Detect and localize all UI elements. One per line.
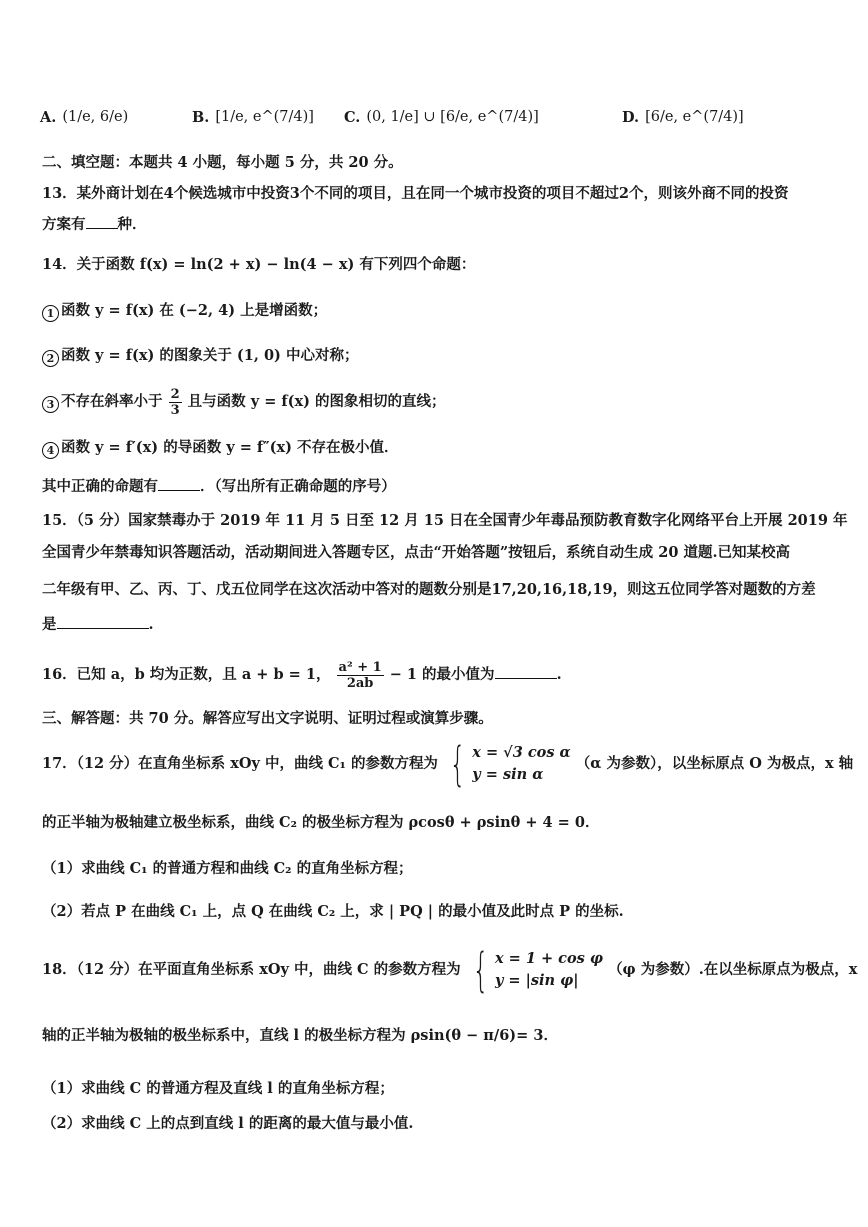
q13-answer-blank — [86, 214, 118, 229]
choice-d-expr: [6/e, e^(7/4)] — [645, 109, 744, 125]
choice-c — [344, 92, 539, 142]
q14-prop3 — [42, 380, 838, 424]
q15-line1: 15．（5 分）国家禁毒办于 2019 年 11 月 5 日至 12 月 15 日在全国青少年毒品预防教育数字化网络平台上开展 2019 年 — [42, 512, 848, 529]
q14-prop3-before: 不存在斜率小于 — [61, 393, 163, 410]
q14-question-before: 其中正确的命题有 — [42, 478, 158, 495]
q13-line1: 13．某外商计划在4个候选城市中投资3个不同的项目，且在同一个城市投资的项目不超过2个，则该外商不同的投资 — [42, 185, 789, 202]
q14-intro: 14．关于函数 f(x) = ln(2 + x) − ln(4 − x) 有下列四个命题： — [42, 256, 476, 273]
q16-answer-blank — [495, 664, 557, 679]
q15-line4 — [42, 614, 838, 636]
q14-prop3-fraction — [169, 387, 182, 418]
q18-text-before: 18．（12 分）在平面直角坐标系 xOy 中，曲线 C 的参数方程为 — [42, 961, 461, 978]
q14-answer-blank — [158, 476, 200, 491]
q13-text-after: 种． — [117, 216, 147, 233]
q17-text-after: （α 为参数），以坐标原点 O 为极点，x 轴 — [575, 755, 854, 772]
q18-equations — [495, 948, 603, 992]
q18-line2 — [42, 1025, 838, 1047]
q16-end: . — [556, 666, 562, 683]
q14-question — [42, 476, 838, 498]
q18-line2-after: = 3． — [516, 1027, 558, 1044]
q17-eq-y: y = sin α — [472, 766, 544, 783]
q14-prop4 — [42, 437, 838, 459]
choice-a-expr: (1/e, 6/e) — [62, 109, 129, 125]
q18-text-after: （φ 为参数）.在以坐标原点为极点，x — [608, 961, 858, 978]
q16-text-after: − 1 的最小值为 — [389, 666, 495, 683]
section-3-heading: 三、解答题：共 70 分。解答应写出文字说明、证明过程或演算步骤。 — [42, 710, 493, 727]
q15-answer-blank — [57, 614, 149, 629]
q18-line2-paren: (θ − π/6) — [444, 1027, 517, 1044]
q16 — [42, 652, 838, 698]
q15-text-after: . — [148, 616, 154, 633]
left-brace-icon: { — [472, 943, 489, 997]
fraction-denominator: 3 — [170, 402, 180, 418]
q14-prop2-text: 函数 y = f(x) 的图象关于 (1, 0) 中心对称； — [61, 347, 359, 364]
choice-c-expr: (0, 1/e] ∪ [6/e, e^(7/4)] — [366, 109, 539, 125]
section-2-heading: 二、填空题：本题共 4 小题，每小题 5 分，共 20 分。 — [42, 154, 403, 171]
fraction-numerator: a² + 1 — [338, 659, 382, 675]
circled-3-icon: 3 — [42, 396, 59, 413]
q18-eq-x: x = 1 + cos φ — [494, 950, 603, 967]
q17-part2: （2）若点 P 在曲线 C₁ 上，点 Q 在曲线 C₂ 上，求 | PQ | 的最小值及此时点 P 的坐标. — [42, 903, 624, 920]
q17-line2: 的正半轴为极轴建立极坐标系，曲线 C₂ 的极坐标方程为 ρcosθ + ρsinθ + 4 = 0． — [42, 814, 600, 831]
choice-d — [622, 92, 744, 142]
q18-stem — [42, 943, 858, 997]
q14-prop3-after: 且与函数 y = f(x) 的图象相切的直线； — [187, 393, 446, 410]
circled-4-icon: 4 — [42, 442, 59, 459]
q14-prop2 — [42, 345, 838, 367]
q18-part2: （2）求曲线 C 上的点到直线 l 的距离的最大值与最小值. — [42, 1115, 414, 1132]
choice-a-label: A. — [40, 108, 57, 126]
circled-2-icon: 2 — [42, 350, 59, 367]
choice-b-label: B. — [192, 108, 210, 126]
q15-line3: 二年级有甲、乙、丙、丁、戊五位同学在这次活动中答对的题数分别是17,20,16,18,19，则这五位同学答对题数的方差 — [42, 581, 816, 598]
q18-eq-y: y = |sin φ| — [494, 972, 579, 989]
q17-equations — [472, 742, 570, 786]
q16-text-before: 16．已知 a，b 均为正数，且 a + b = 1， — [42, 666, 331, 683]
q17-part1: （1）求曲线 C₁ 的普通方程和曲线 C₂ 的直角坐标方程； — [42, 860, 413, 877]
choice-d-label: D. — [622, 108, 640, 126]
q13-line2 — [42, 214, 838, 236]
fraction-numerator: 2 — [170, 386, 180, 402]
choice-b-expr: [1/e, e^(7/4)] — [215, 109, 314, 125]
q18-line2-before: 轴的正半轴为极轴的极坐标系中，直线 l 的极坐标方程为 ρsin — [42, 1027, 445, 1044]
q14-question-after: ．（写出所有正确命题的序号） — [200, 478, 396, 495]
q17-eq-x: x = √3 cos α — [472, 744, 571, 761]
choice-a — [40, 92, 128, 142]
q15-text-before: 是 — [42, 616, 57, 633]
choice-c-label: C. — [344, 108, 361, 126]
q18-part1: （1）求曲线 C 的普通方程及直线 l 的直角坐标方程； — [42, 1080, 394, 1097]
q17-stem — [42, 737, 854, 791]
q14-prop1-text: 函数 y = f(x) 在 (−2, 4) 上是增函数； — [61, 302, 328, 319]
q17-parametric-system — [443, 737, 571, 791]
q18-parametric-system — [466, 943, 603, 997]
fraction-denominator: 2ab — [346, 675, 374, 691]
q15-line2: 全国青少年禁毒知识答题活动，活动期间进入答题专区，点击“开始答题”按钮后，系统自动生成 20 道题.已知某校高 — [42, 544, 790, 561]
q13-text-before: 方案有 — [42, 216, 86, 233]
q16-fraction — [337, 660, 384, 691]
choice-b — [192, 92, 314, 142]
q17-text-before: 17．（12 分）在直角坐标系 xOy 中，曲线 C₁ 的参数方程为 — [42, 755, 438, 772]
circled-1-icon: 1 — [42, 305, 59, 322]
left-brace-icon: { — [449, 737, 466, 791]
q14-prop4-text: 函数 y = f′(x) 的导函数 y = f″(x) 不存在极小值． — [61, 439, 399, 456]
q14-prop1 — [42, 300, 838, 322]
